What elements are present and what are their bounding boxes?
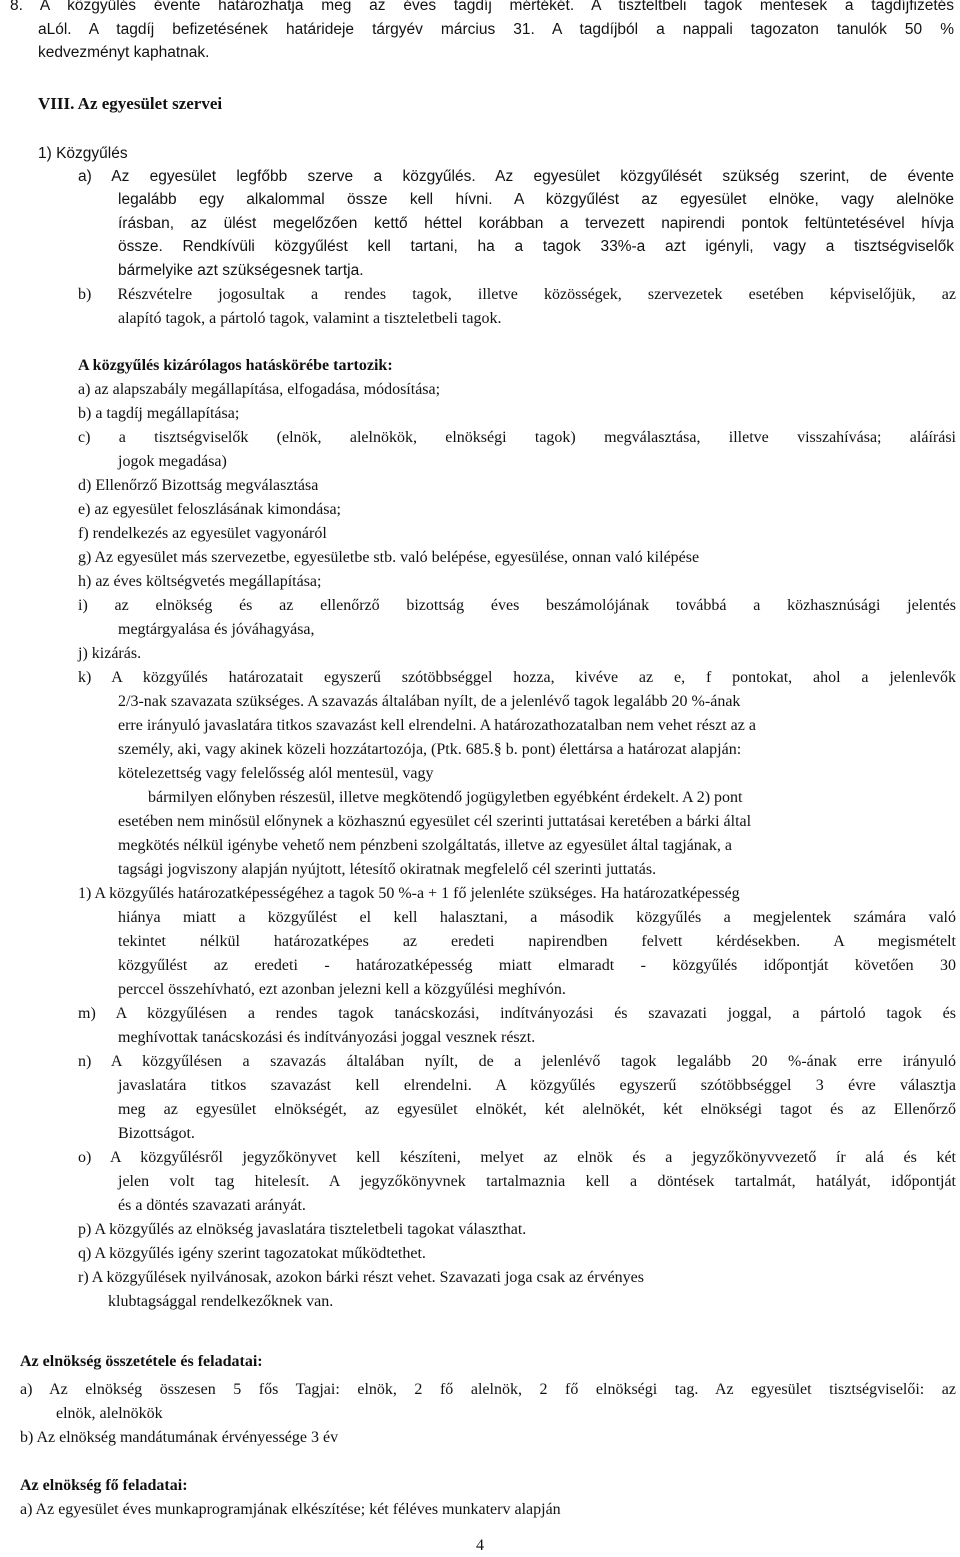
text-line: javaslatára titkos szavazást kell elrendelni. A közgyűlés egyszerű szótöbbséggel 3 évre választja: [118, 1077, 956, 1094]
list-item: r) A közgyűlések nyilvánosak, azokon bárki részt vehet. Szavazati joga csak az érvényes: [78, 1269, 645, 1286]
list-item: a) Az egyesület éves munkaprogramjának elkészítése; két féléves munkaterv alapján: [20, 1501, 561, 1518]
text-line: jogok megadása): [118, 453, 227, 470]
list-item: g) Az egyesület más szervezetbe, egyesületbe stb. való belépése, egyesülése, onnan való kilépése: [78, 549, 700, 566]
text-line: erre irányuló javaslatára titkos szavazást kell elrendelni. A határozathozatalban nem vehet részt az a: [118, 717, 756, 734]
board-heading: Az elnökség összetétele és feladatai:: [20, 1353, 263, 1370]
page-number: 4: [476, 1537, 484, 1554]
text-line: 2/3-nak szavazata szükséges. A szavazás általában nyílt, de a jelenlévő tagok legalább 20 %-ának: [118, 693, 741, 710]
text-line: jelen volt tag hitelesít. A jegyzőkönyvnek tartalmaznia kell a döntések tartalmát, hatályát, időpontját: [118, 1173, 956, 1190]
list-item: d) Ellenőrző Bizottság megválasztása: [78, 477, 319, 494]
text-line: tekintet nélkül határozatképes az eredeti napirendben felvett kérdésekben. A megismételt: [118, 933, 956, 950]
list-item: n) A közgyűlésen a szavazás általában nyílt, de a jelenlévő tagok legalább 20 %-ának erre irányuló: [78, 1053, 956, 1070]
list-item: 1) A közgyűlés határozatképességéhez a tagok 50 %-a + 1 fő jelenléte szükséges. Ha határozatképesség: [78, 885, 740, 902]
text-line: 8. A közgyűlés évente határozhatja meg az éves tagdíj mértékét. A tiszteltbeli tagok mentesek a tagdíjfizetés: [10, 0, 954, 14]
text-line: aLól. A tagdíj befizetésének határideje tárgyév március 31. A tagdíjból a nappali tagozaton tanulók 50 %: [38, 21, 954, 38]
text-line: megtárgyalása és jóváhagyása,: [118, 621, 315, 638]
list-item: h) az éves költségvetés megállapítása;: [78, 573, 322, 590]
text-line: meghívottak tanácskozási és indítványozási joggal vesznek részt.: [118, 1029, 536, 1046]
competence-heading: A közgyűlés kizárólagos hatáskörébe tartozik:: [78, 357, 393, 374]
list-item: m) A közgyűlésen a rendes tagok tanácskozási, indítványozási és szavazati joggal, a pártoló tagok és: [78, 1005, 956, 1022]
text-line: megkötés nélkül igénybe vehető nem pénzbeni szolgáltatás, illetve az egyesület által tagjának, a: [118, 837, 732, 854]
text-line: esetében nem minősül előnynek a közhasznú egyesület cél szerinti juttatásai keretében a bárki által: [118, 813, 752, 830]
text-line: hiánya miatt a közgyűlést el kell halasztani, a második közgyűlés a megjelentek számára való: [118, 909, 956, 926]
list-item: a) Az elnökség összesen 5 fős Tagjai: elnök, 2 fő alelnök, 2 fő elnökségi tag. Az egyesület tisztségviselői: az: [20, 1381, 956, 1398]
text-line: Bizottságot.: [118, 1125, 195, 1142]
text-line: elnök, alelnökök: [56, 1405, 163, 1422]
text-line: klubtagsággal rendelkezőknek van.: [108, 1293, 334, 1310]
text-line: személy, aki, vagy akinek közeli hozzátartozója, (Ptk. 685.§ b. pont) élettársa a határozat alapján:: [118, 741, 742, 758]
board-tasks-heading: Az elnökség fő feladatai:: [20, 1477, 188, 1494]
list-item: f) rendelkezés az egyesület vagyonáról: [78, 525, 327, 542]
list-item: a) az alapszabály megállapítása, elfogadása, módosítása;: [78, 381, 441, 398]
text-line: alapító tagok, a pártoló tagok, valamint a tiszteletbeli tagok.: [118, 310, 502, 327]
text-line: írásban, az ülést megelőzően kettő héttel korábban a tervezett napirendi pontok feltüntetésével hívja: [118, 215, 954, 232]
text-line: a) Az egyesület legfőbb szerve a közgyűlés. Az egyesület közgyűlését szükség szerint, de évente: [78, 168, 954, 185]
list-item: q) A közgyűlés igény szerint tagozatokat működtethet.: [78, 1245, 426, 1262]
text-line: tagsági jogviszony alapján nyújtott, létesítő okiratnak megfelelő cél szerinti juttatás.: [118, 861, 657, 878]
list-item: p) A közgyűlés az elnökség javaslatára tiszteletbeli tagokat választhat.: [78, 1221, 527, 1238]
list-item: c) a tisztségviselők (elnök, alelnökök, elnökségi tagok) megválasztása, illetve visszahívása; aláírási: [78, 429, 956, 446]
list-item: e) az egyesület feloszlásának kimondása;: [78, 501, 341, 518]
subsection-heading: 1) Közgyűlés: [38, 145, 128, 162]
text-line: közgyűlést az eredeti - határozatképesség miatt elmaradt - közgyűlés időpontját követően 30: [118, 957, 956, 974]
list-item: b) a tagdíj megállapítása;: [78, 405, 240, 422]
text-line: meg az egyesület elnökségét, az egyesület elnökét, két alelnökét, két elnökségi tagot és az Ellenőrző: [118, 1101, 956, 1118]
text-line: kedvezményt kaphatnak.: [38, 44, 210, 61]
list-item: b) Az elnökség mandátumának érvényessége 3 év: [20, 1429, 339, 1446]
text-line: kötelezettség vagy felelősség alól mentesül, vagy: [118, 765, 434, 782]
section-heading: VIII. Az egyesület szervei: [38, 94, 223, 113]
text-line: bármilyen előnyben részesül, illetve megkötendő jogügyletben egyébként érdekelt. A 2) pont: [148, 789, 743, 806]
text-line: b) Részvételre jogosultak a rendes tagok, illetve közösségek, szervezetek esetében képviselőjük, az: [78, 286, 956, 303]
list-item: o) A közgyűlésről jegyzőkönyvet kell készíteni, melyet az elnök és a jegyzőkönyvvezető ír alá és két: [78, 1149, 956, 1166]
text-line: legalább egy alkalommal össze kell hívni. A közgyűlést az egyesület elnöke, vagy alelnöke: [118, 191, 954, 208]
text-line: bármelyike azt szükségesnek tartja.: [118, 262, 364, 279]
text-line: perccel összehívható, ezt azonban jelezni kell a közgyűlési meghívón.: [118, 981, 566, 998]
list-item: k) A közgyűlés határozatait egyszerű szótöbbséggel hozza, kivéve az e, f pontokat, ahol a jelenlevők: [78, 669, 956, 686]
list-item: j) kizárás.: [78, 645, 142, 662]
text-line: és a döntés szavazati arányát.: [118, 1197, 306, 1214]
list-item: i) az elnökség és az ellenőrző bizottság éves beszámolójának továbbá a közhasznúsági jelentés: [78, 597, 956, 614]
text-line: össze. Rendkívüli közgyűlést kell tartani, ha a tagok 33%-a azt igényli, vagy a tisztségviselők: [118, 238, 954, 255]
